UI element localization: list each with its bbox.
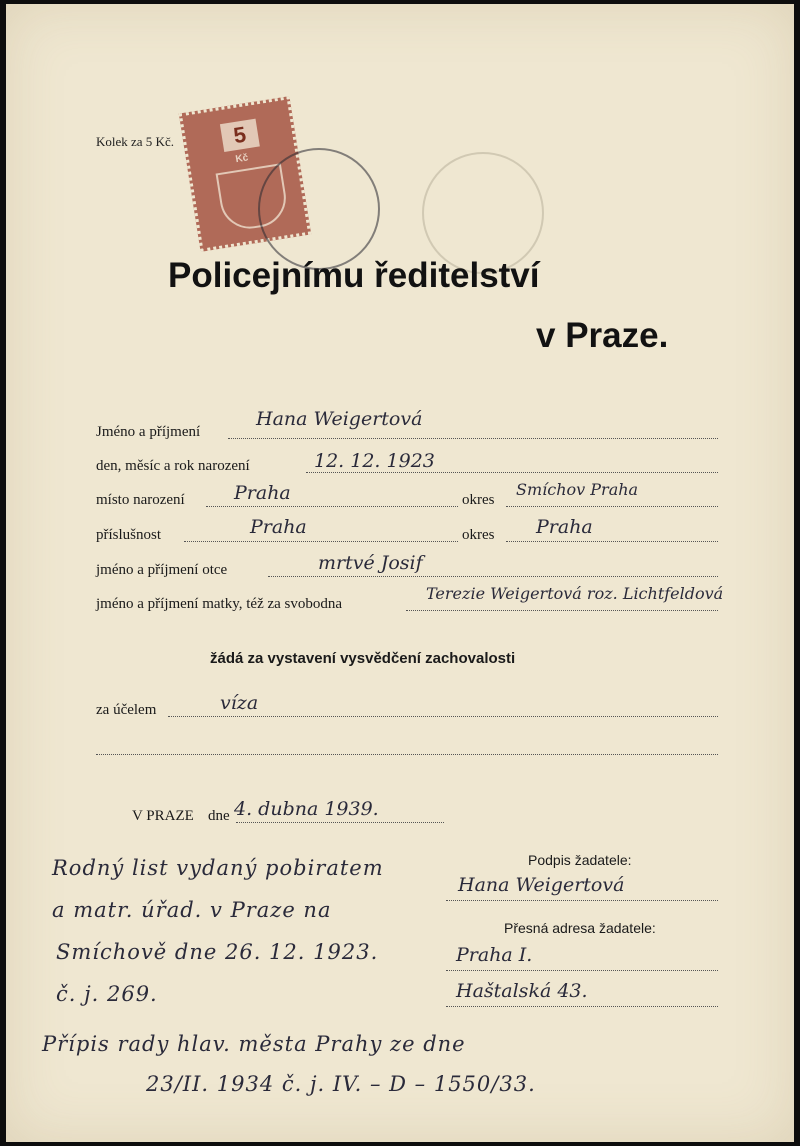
date-dne-label: dne [208, 808, 230, 824]
signature-label: Podpis žadatele: [528, 852, 632, 868]
birthplace-value: Praha [234, 482, 291, 504]
name-value: Hana Weigertová [256, 408, 423, 430]
heading-line-1: Policejnímu ředitelství [168, 256, 540, 295]
purpose-extra-line [96, 754, 718, 755]
handwritten-note-line: Smíchově dne 26. 12. 1923. [56, 940, 379, 964]
birth-date-value: 12. 12. 1923 [314, 450, 435, 472]
date-place-label: V PRAZE [132, 808, 194, 824]
purpose-line [168, 716, 718, 717]
birthplace-district-label: okres [462, 492, 495, 508]
revenue-stamp-currency: Kč [234, 152, 250, 166]
document-page [6, 4, 794, 1142]
address-line-1 [446, 970, 718, 971]
address-line-1-value: Praha I. [456, 944, 533, 966]
father-value: mrtvé Josif [318, 552, 423, 574]
mother-line [406, 610, 718, 611]
handwritten-note-line: 23/II. 1934 č. j. IV. – D – 1550/33. [146, 1072, 536, 1096]
date-value: 4. dubna 1939. [234, 798, 379, 820]
handwritten-note-line: č. j. 269. [56, 982, 158, 1006]
citizenship-value: Praha [250, 516, 307, 538]
birthplace-line [206, 506, 458, 507]
date-line [236, 822, 444, 823]
birthplace-district-value: Smíchov Praha [516, 480, 639, 499]
heading-line-2: v Praze. [536, 316, 669, 355]
mother-value: Terezie Weigertová roz. Lichtfeldová [426, 584, 724, 603]
birth-date-line [306, 472, 718, 473]
address-label: Přesná adresa žadatele: [504, 920, 656, 936]
birth-date-label: den, měsíc a rok narození [96, 458, 250, 474]
signature-line [446, 900, 718, 901]
handwritten-note-line: a matr. úřad. v Praze na [52, 898, 332, 922]
name-label: Jméno a příjmení [96, 424, 201, 440]
revenue-stamp-value: 5 [220, 119, 260, 152]
birthplace-label: místo narození [96, 492, 185, 508]
citizenship-label: příslušnost [96, 527, 162, 543]
mother-label: jméno a příjmení matky, též za svobodna [96, 596, 343, 612]
signature-value: Hana Weigertová [458, 874, 625, 896]
name-line [228, 438, 718, 439]
birthplace-district-line [506, 506, 718, 507]
revenue-stamp-caption: Kolek za 5 Kč. [96, 134, 174, 149]
address-line-2-value: Haštalská 43. [456, 980, 588, 1002]
father-line [268, 576, 718, 577]
address-line-2 [446, 1006, 718, 1007]
request-heading: žádá za vystavení vysvědčení zachovalosti [210, 650, 516, 667]
purpose-label: za účelem [96, 702, 157, 718]
handwritten-note-line: Přípis rady hlav. města Prahy ze dne [42, 1032, 466, 1056]
purpose-value: víza [220, 692, 259, 714]
citizenship-line [184, 541, 458, 542]
postmark-seal [258, 148, 380, 270]
citizenship-district-line [506, 541, 718, 542]
citizenship-district-value: Praha [536, 516, 593, 538]
father-label: jméno a příjmení otce [96, 562, 228, 578]
citizenship-district-label: okres [462, 527, 495, 543]
handwritten-note-line: Rodný list vydaný pobiratem [52, 856, 384, 880]
